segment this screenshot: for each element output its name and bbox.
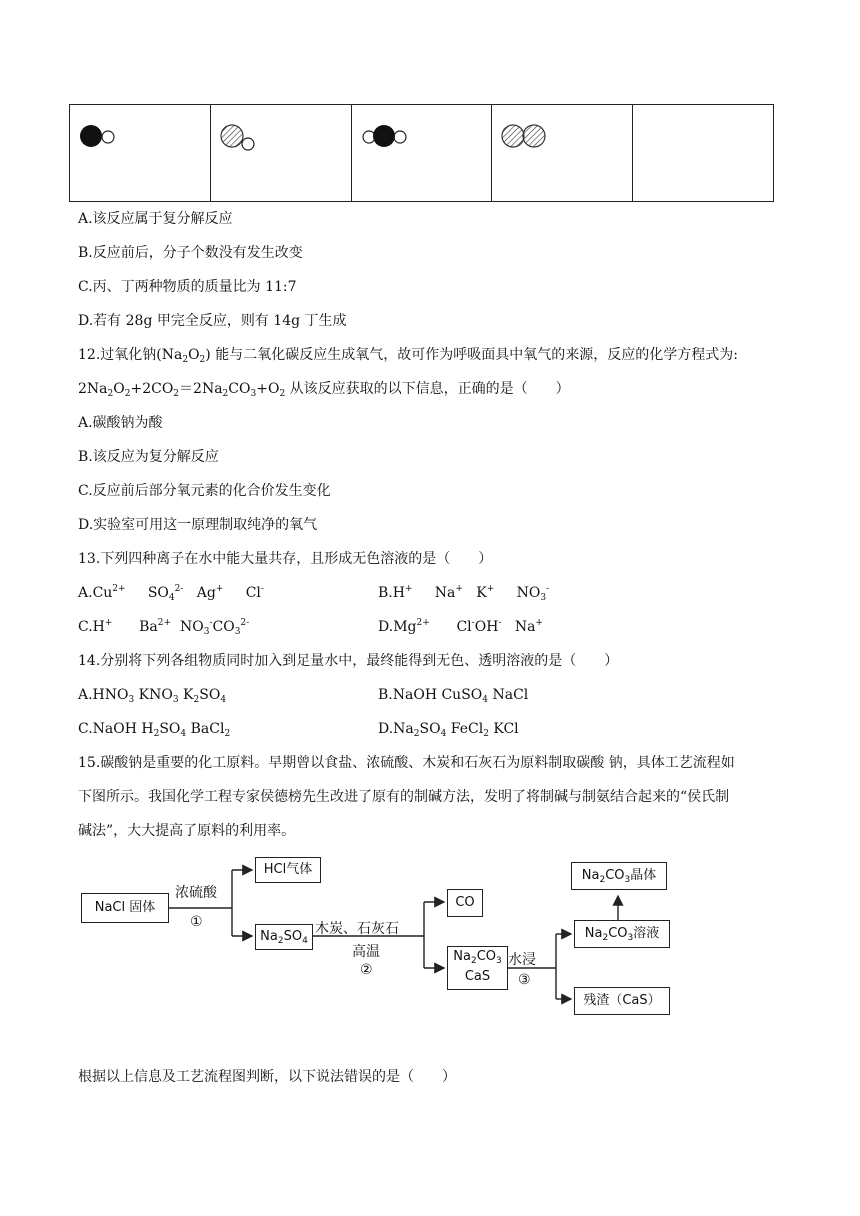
q14-stem: 14.分别将下列各组物质同时加入到足量水中，最终能得到无色、透明溶液的是（ ） [78, 653, 619, 669]
q12-option-d: D.实验室可用这一原理制取纯净的氧气 [78, 517, 318, 533]
q15-stem-line-1: 15.碳酸钠是重要的化工原料。早期曾以食盐、浓硫酸、木炭和石灰石为原料制取碳酸 钠，具体工艺流程如 [78, 755, 735, 771]
q11-option-b: B.反应前后，分子个数没有发生改变 [78, 245, 303, 261]
water-leach-label: 水浸 [508, 952, 536, 968]
q13-option-d: $D.Mg^{2+}$ Cl-OH- Na+ [378, 618, 543, 635]
nacl-solid-box: NaCl 固体 [81, 893, 169, 923]
q12-option-b: B.该反应为复分解反应 [78, 449, 219, 465]
q13-option-a: $A.Cu^{2+}$ $SO_4^{2-}$ Ag+ Cl- [78, 584, 264, 603]
high-temp-label: 高温 [352, 944, 380, 960]
q11-option-a: A.该反应属于复分解反应 [78, 211, 233, 227]
q13-option-b: B.H+ Na+ K+ $NO_3^-$ [378, 584, 550, 603]
q14-option-a: $A.HNO_3$ $KNO_3$ $K_2SO_4$ [78, 687, 227, 705]
step-3-label: ③ [518, 972, 531, 988]
step-2-label: ② [360, 962, 373, 978]
hcl-gas-box: HCl气体 [255, 857, 321, 883]
q12-option-a: A.碳酸钠为酸 [78, 415, 163, 431]
charcoal-limestone-label: 木炭、石灰石 [315, 921, 399, 937]
q15-question: 根据以上信息及工艺流程图判断，以下说法错误的是（ ） [78, 1069, 456, 1085]
q12-stem: 12.过氧化钠$(Na_2O_2)$ 能与二氧化碳反应生成氧气，故可作为呼吸面具中氧气的来源，反应的化学方程式为: [78, 347, 738, 365]
q11-option-c: C.丙、丁两种物质的质量比为 11:7 [78, 279, 297, 295]
q15-stem-line-3: 碱法”，大大提高了原料的利用率。 [78, 823, 296, 839]
residue-cas-box: 残渣（CaS） [574, 987, 670, 1015]
q14-option-b: B.NaOH CuSO$_4$ NaCl [378, 687, 529, 705]
q11-option-d: D.若有 28g 甲完全反应，则有 14g 丁生成 [78, 313, 347, 329]
q15-stem-line-2: 下图所示。我国化学工程专家侯德榜先生改进了原有的制碱方法，发明了将制碱与制氨结合起来的“侯氏制 [78, 789, 730, 805]
na2co3-solution-box: $Na_2CO_3$溶液 [574, 920, 670, 948]
q14-option-d: $D.Na_2SO_4$ FeCl$_2$ KCl [378, 721, 519, 739]
q12-option-c: C.反应前后部分氧元素的化合价发生变化 [78, 483, 331, 499]
conc-sulfuric-acid-label: 浓硫酸 [175, 885, 217, 901]
na2co3-crystal-box: $Na_2CO_3$晶体 [571, 862, 667, 890]
q12-equation: $2Na_2O_2+2CO_2=2Na_2CO_3+O_2$ 从该反应获取的以下信息，正确的是（ ） [78, 381, 570, 399]
co-box: CO [447, 889, 483, 917]
q14-option-c: C.NaOH $H_2SO_4$ BaCl$_2$ [78, 721, 231, 739]
na2so4-box: $Na_2SO_4$ [255, 924, 313, 950]
step-1-label: ① [190, 914, 203, 930]
q13-option-c: C.H+ $Ba^{2+}$ $NO_3^-CO_3^{2-}$ [78, 618, 250, 637]
q13-stem: 13.下列四种离子在水中能大量共存，且形成无色溶液的是（ ） [78, 551, 493, 567]
na2co3-cas-box: $Na_2CO_3$ CaS [447, 946, 508, 990]
